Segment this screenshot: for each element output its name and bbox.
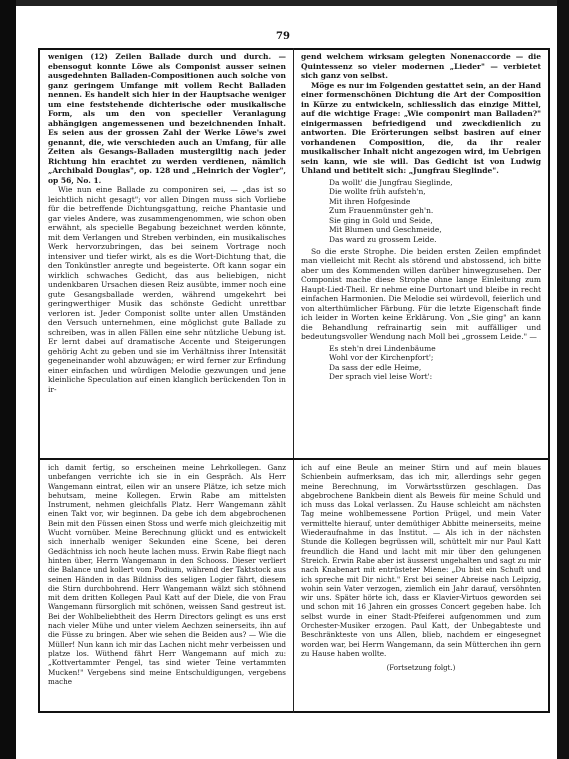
verse-line: Das ward zu grossem Leide. [329, 235, 437, 245]
paragraph: ich damit fertig, so erscheinen meine Lehrkollegen. Ganz unbefangen verrichte ich sie in ein Gespräch. Als Herr Wangemann eintrat, eilen wir an unsere Plätze, ich setze mich behutsam, meine Kollegen. Erwin Rabe am mittelsten Instrument, nehmen gleichfalls Platz. Herr Wangemann zählt einen Takt vor, wir beginnen. Da gebe ich dem abgebrochenen Bein mit den Füssen einen Stoss und werfe mich gleichzeitig mit Wucht vornüber. Meine Berechnung glückt und es entwickelt sich innerhalb weniger Sekunden eine Scene, bei deren Gedächtniss ich noch heute lachen muss. Erwin Rabe fliegt nach hinten über, Herrn Wangemann in den Schooss. Dieser verliert die Balance und kollert vom Podium, während der Taktstock aus seinen Händen in das Bildniss des seligen Logier fährt, diesem die Stirn durchbohrend. Herr Wangemann wälzt sich stöhnend mit dem dritten Kollegen Paul Katt auf der Diele, die von Frau Wangemann fürsorglich mit schönen, weissen Sand gestreut ist. Bei der Wohlbeliebtheit des Herrn Directors gelingt es uns erst nach vieler Mühe und unter vielem Aechzen seinerseits, ihn auf die Füsse zu bringen. Aber wie sehen die Beiden aus? — Wie die Müller! Nun kann ich mir das Lachen nicht mehr verbeissen und platze los. Wüthend fährt Herr Wangemann auf mich zu: „Kottvertammter Pengel, tas sind wieter Teine vertammten Mucken!" Vergebens sind meine Entschuldigungen, vergebens mache [48, 463, 286, 686]
verse-line: Wohl vor der Kirchenpfort'; [329, 353, 434, 363]
verse-line: Der sprach viel leise Wort': [329, 372, 433, 382]
verse-line: Mit Blumen und Geschmeide, [329, 225, 442, 235]
verse-line: Mit ihren Hofgesinde [329, 196, 411, 206]
story-left-column [48, 463, 286, 709]
verse-line: Zum Frauenmünster geh'n. [329, 206, 434, 216]
verse-line: Sie ging in Gold und Seide, [329, 215, 433, 225]
poem-stanza-1 [329, 178, 541, 245]
paragraph: wenigen (12) Zeilen Ballade durch und durch. — ebensogut konnte Löwe als Componist ausser seinen ausgedehnten Balladen-Compositionen auch solche von ganz geringem Umfange mit vollem Recht Balladen nennen. Es handelt sich hier in der Hauptsache weniger um eine feststehende dichterische oder musikalische Form, als um den von specieller Veranlagung abhängigen angemessenen und bezeichnenden Inhalt. Es seien aus der grossen Zahl der Werke Löwe's zwei genannt, die, wie verschieden auch an Umfang, für alle Zeiten als Gesangs-Balladen mustergiltig nach jeder Richtung hin erachtet zu werden verdienen, nämlich „Archibald Douglas", op. 128 und „Heinrich der Vogler", op 56, No. 1. [48, 52, 286, 185]
column-divider-top [293, 48, 294, 458]
article-ballade-right-column [301, 52, 541, 456]
verse-line: Die wollte früh aufsteh'n, [329, 187, 426, 197]
paragraph: Wie nun eine Ballade zu componiren sei, — „das ist so leichtlich nicht gesagt"; vor allen Dingen muss sich Vorliebe für die betreffende Dichtungsgattung, reiche Phantasie und gar vieles Andere, was zusammengenommen, wie schon oben erwähnt, als specielle Begabung bezeichnet werden könnte, mit dem Verlangen und Streben verbinden, ein musikalisches Werk hervorzubringen, das bei seinem Vortrage noch intensiver und tiefer wirkt, als es die Wort-Dichtung that, die den Tonkünstler anregte und begeisterte. Oft kann sogar ein wirklich schwaches Gedicht, das aus beliebigen, nicht undenkbaren Ursachen diesen Reiz ausübte, immer noch eine gute Gesangsballade werden, während umgekehrt bei geringwerthiger Musik das schönste Gedicht unrettbar verloren ist. Jeder Componist sollte unter allen Umständen den Versuch unternehmen, eine möglichst gute Ballade zu schreiben, was in allen Fällen eine sehr nützliche Uebung ist. Er lernt dabei auf dramatische Accente und Steigerungen gehörig Acht zu geben und sie im Verhältniss ihrer Intensität gegeneinander wohl abzuwägen; er wird ferner zur Erfindung einer einfachen und würdigen Melodie gezwungen und jene kleinliche Speculation auf einen klanglich berückenden Ton in ir- [48, 185, 286, 394]
poem-stanza-2 [329, 344, 541, 382]
paragraph: gend welchem wirksam gelegten Nonenaccorde — die Quintessenz so vieler modernen „Lieder" — verbietet sich ganz von selbst. [301, 52, 541, 80]
verse-line: Es steh'n drei Lindenbäume [329, 343, 436, 353]
verse-line: Da wollt' die Jungfrau Sieglinde, [329, 177, 453, 187]
scan-edge-top [0, 0, 569, 6]
story-right-column [301, 463, 541, 709]
column-divider-bottom [293, 460, 294, 713]
page-number: 79 [276, 31, 290, 42]
paragraph: So die erste Strophe. Die beiden ersten Zeilen empfindet man vielleicht mit Recht als störend und abstossend, ich bitte aber um des Kommenden willen darüber hinwegzusehen. Der Componist mache diese Strophe ohne lange Einleitung zum Haupt-Lied-Theil. Er nehme eine Durtonart und bleibe in recht einfachen Harmonien. Die Melodie sei würdevoll, feierlich und von alterthümlicher Färbung. Für die letzte Eigenschaft finde ich leider in Worten keine Erklärung. Von „Sie ging" an kann die Behandlung refrainartig sein mit auffälliger und bedeutungsvoller Wendung nach Moll bei „grossem Leide." — [301, 246, 541, 342]
paragraph: Möge es nur im Folgenden gestattet sein, an der Hand einer formenschönen Dichtung die Art der Composition in Kürze zu entwickeln, schliesslich das einzige Mittel, auf die wichtige Frage: „Wie componirt man Balladen?" einigermassen befriedigend und zweckdienlich zu antworten. Die Erörterungen selbst basiren auf einer vorhandenen Composition, die, da ihr realer musikalischer Inhalt nicht angezogen wird, im Uebrigen sein kann, wie sie will. Das Gedicht ist von Ludwig Uhland und betitelt sich: „Jungfrau Sieglinde". [301, 80, 541, 175]
verse-line: Da sass der edle Heime, [329, 362, 422, 372]
section-divider [38, 458, 550, 460]
article-ballade-left-column [48, 52, 286, 456]
scan-edge-right [557, 0, 569, 759]
continuation-note: (Fortsetzung folgt.) [386, 664, 456, 673]
scan-edge-left [0, 0, 16, 759]
paragraph: ich auf eine Beule an meiner Stirn und auf mein blaues Schienbein aufmerksam, das ich mir, allerdings sehr gegen meine Berechnung, im Vorwärtsstürzen geschlagen. Das abgebrochene Bankbein dient als Beweis für meine Schuld und ich muss das Lokal verlassen. Zu Hause schleicht am nächsten Tag meine wohlbemessene Portion Prügel, und mein Vater vermittelte hierauf, unter demüthiger Abbitte meinerseits, meine Wiederaufnahme in das Institut. — Als ich in der nächsten Stunde die Kollegen begrüssen will, schüttelt mir nur Paul Katt freundlich die Hand und lacht mit mir über den gelungenen Streich. Erwin Rabe aber ist äusserst ungehalten und sagt zu mir nach Knabenart mit entrüsteter Miene: „Du bist ein Schuft und ich spreche mit Dir nicht." Erst bei seiner Abreise nach Leipzig, wohin sein Vater verzogen, ziemlich ein Jahr darauf, versöhnten wir uns. Später hörte ich, dass er Klavier-Virtuos geworden sei und schon mit 16 Jahren ein grosses Concert gegeben habe. Ich selbst wurde in einer Stadt-Pfeiferei aufgenommen und zum Orchester-Musiker erzogen. Paul Katt, der Unbegabteste und Beschränkteste von uns Allen, blieb, nachdem er eingesegnet worden war, bei Herrn Wangemann, da sein Mütterchen ihn gern zu Hause haben wollte. [301, 463, 541, 658]
